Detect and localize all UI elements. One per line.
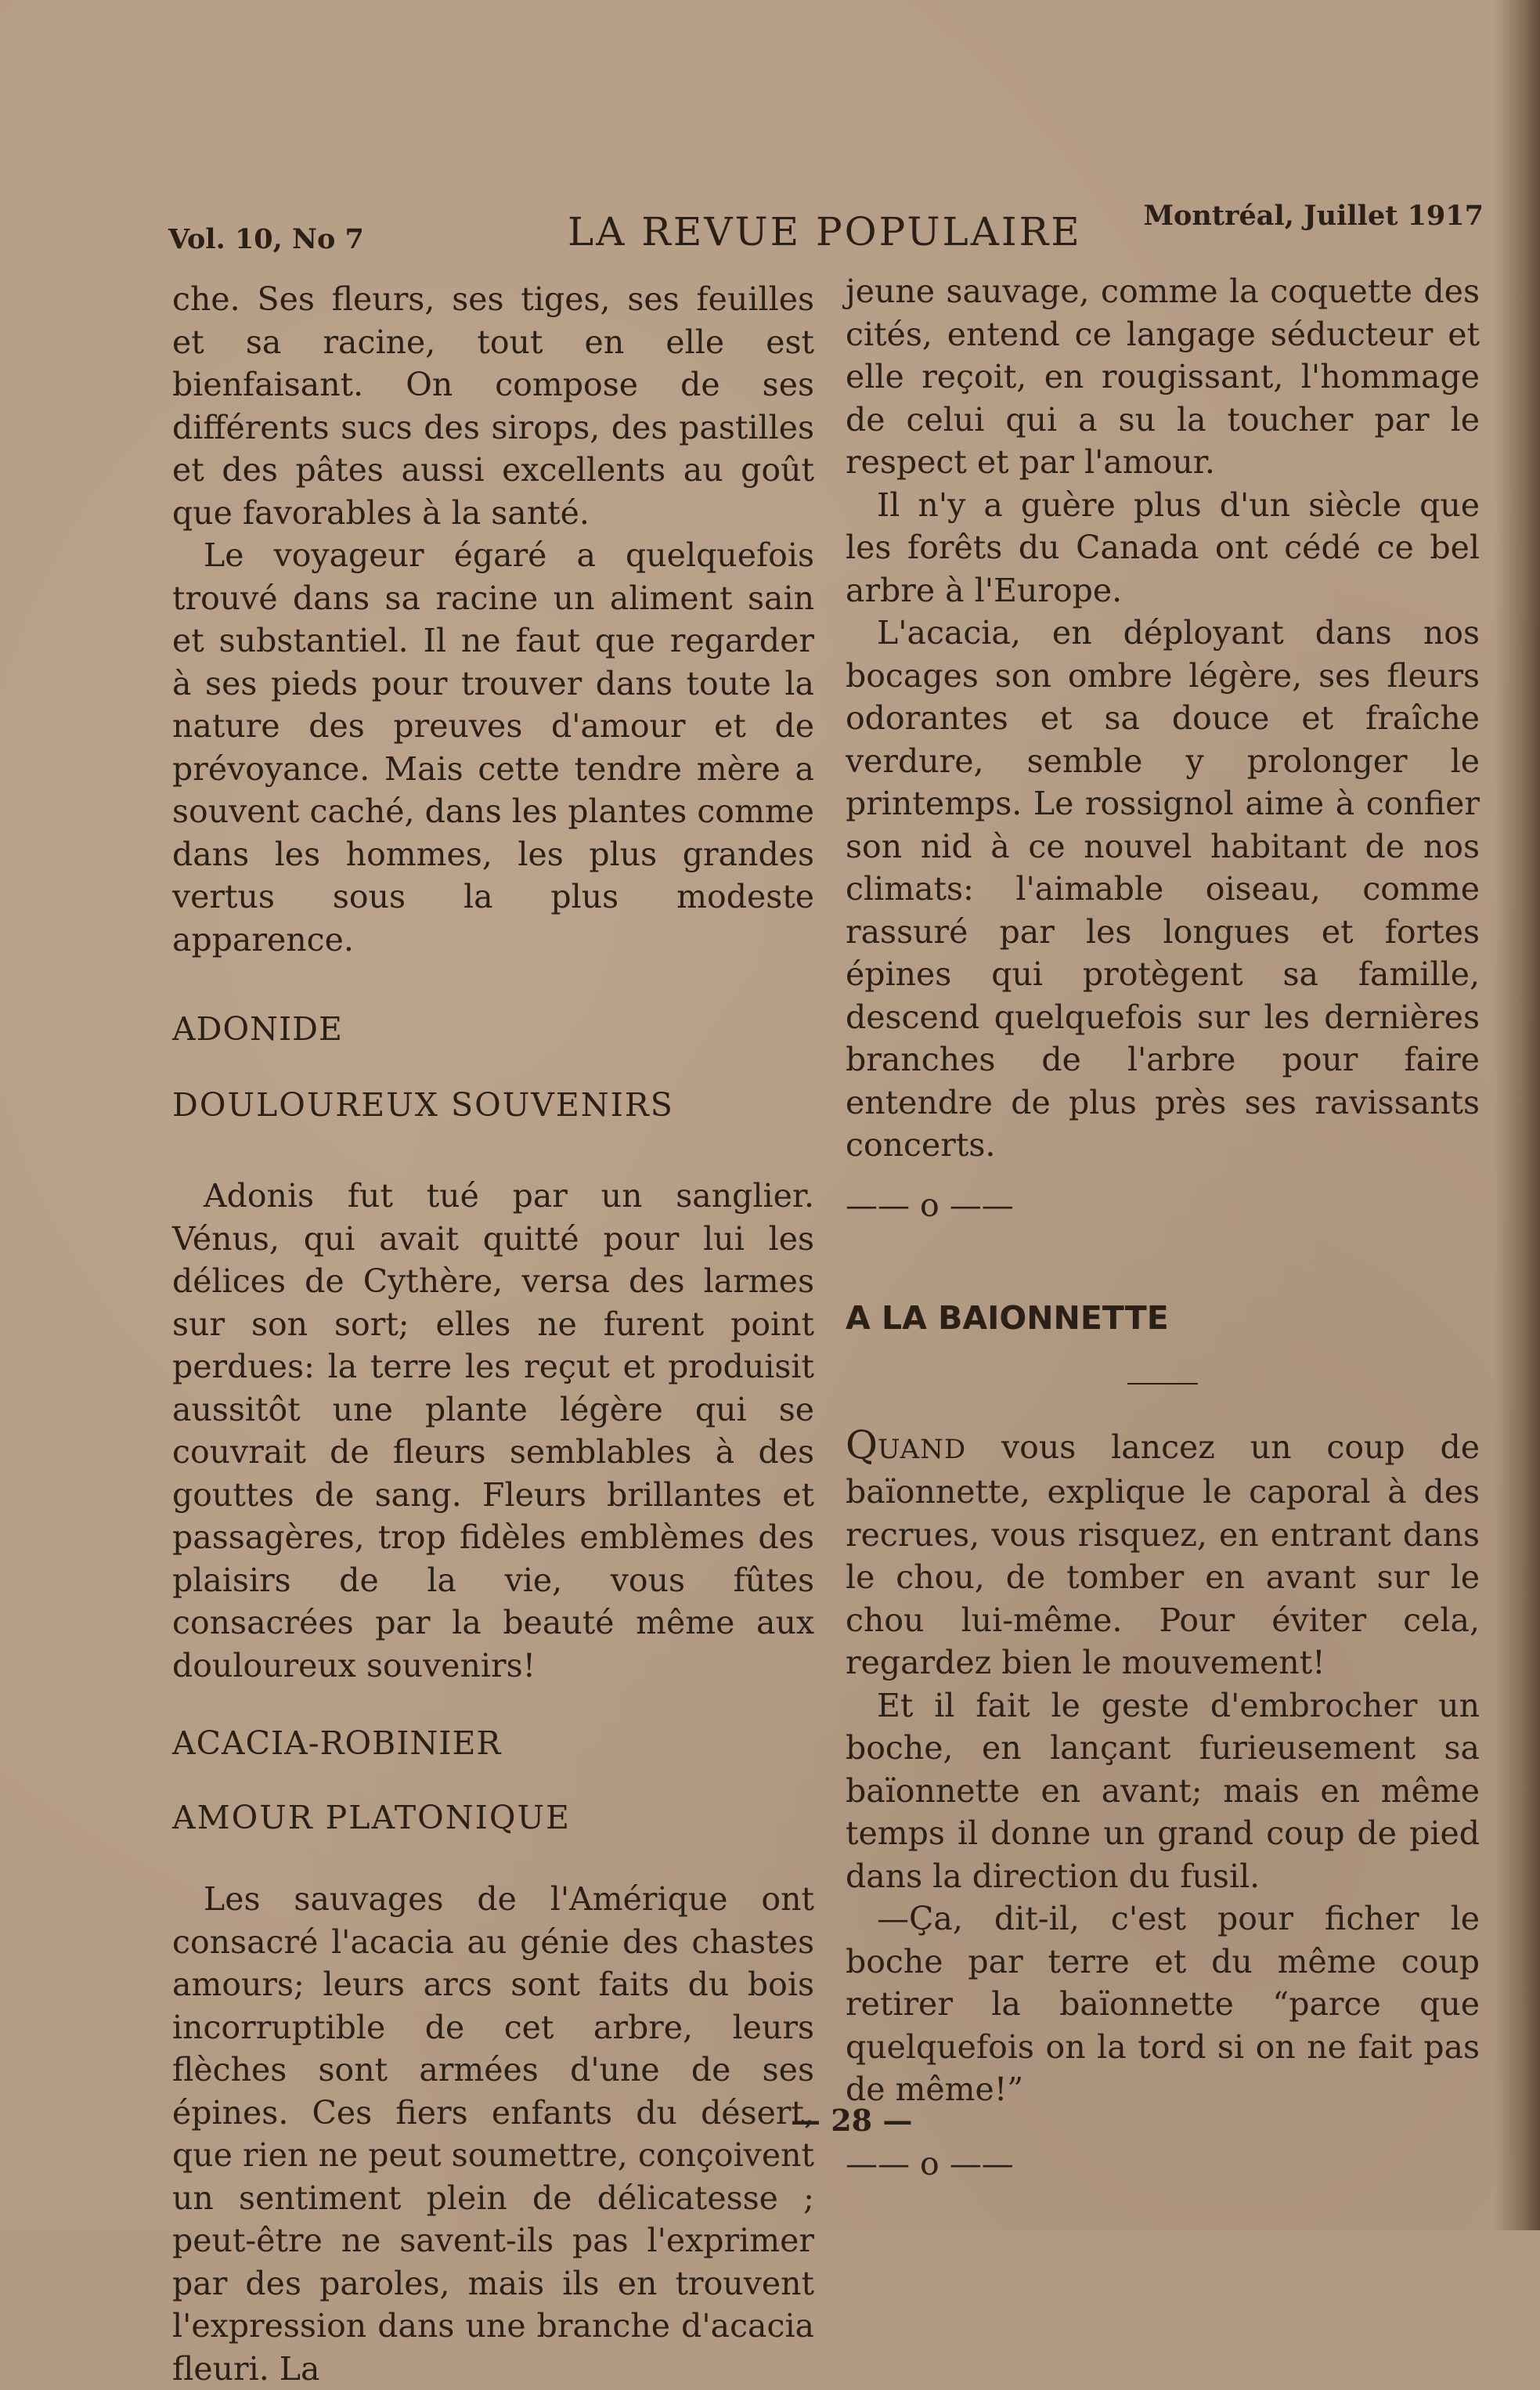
paragraph: Le voyageur égaré a quelquefois trouvé dans sa racine un aliment sain et substantiel. Il ne faut que regarder à ses pieds pour trouver dans toute la nature des preuves d'amour et de prévoyance. Mais cette tendre mère a souvent caché, dans les plantes comme dans les hommes, les plus grandes vertus sous la plus modeste apparence.: [172, 536, 814, 959]
paragraph: —Ça, dit-il, c'est pour ficher le boche par terre et du même coup retirer la baïonnette “parce que quelquefois on la tord si on ne fait pas de même!”: [846, 1900, 1480, 2108]
page-number: — 28 —: [791, 2103, 913, 2138]
section-subtitle: AMOUR PLATONIQUE: [172, 1798, 571, 1836]
paragraph: [846, 1421, 1480, 1684]
paragraph: Les sauvages de l'Amérique ont consacré l'acacia au génie des chastes amours; leurs arcs sont faits du bois incorruptible de cet arbre, leurs flèches sont armées d'une de ses épines. Ces fiers enfants du désert, que rien ne peut soumettre, conçoivent un sentiment plein de délicatesse ; peut-être ne savent-ils pas l'exprimer par des paroles, mais ils en trouvent l'expression dans une branche d'acacia fleuri. La: [172, 1880, 814, 2388]
left-column: [172, 278, 814, 2390]
right-column: [846, 270, 1480, 2185]
paragraph: jeune sauvage, comme la coquette des cités, entend ce langage séducteur et elle reçoit, en rougissant, l'hommage de celui qui a su la toucher par le respect et par l'amour.: [846, 273, 1480, 481]
paragraph: che. Ses fleurs, ses tiges, ses feuilles et sa racine, tout en elle est bienfaisant. On compose de ses différents sucs des sirops, des pastilles et des pâtes aussi excellents au goût que favorables à la santé.: [172, 280, 814, 532]
initial-letter: Q: [846, 1421, 878, 1468]
running-header: [168, 200, 1484, 255]
small-caps-word: UAND: [878, 1433, 967, 1465]
paragraph: Adonis fut tué par un sanglier. Vénus, qui avait quitté pour lui les délices de Cythère, versa des larmes sur son sort; elles ne furent point perdues: la terre les reçut et produisit aussitôt une plante légère qui se couvrait de fleurs semblables à des gouttes de sang. Fleurs brillantes et passagères, trop fidèles emblèmes des plaisirs de la vie, vous fûtes consacrées par la beauté même aux douloureux souvenirs!: [172, 1177, 814, 1684]
section-separator: —— o ——: [846, 2144, 1014, 2182]
paragraph: Il n'y a guère plus d'un siècle que les forêts du Canada ont cédé ce bel arbre à l'Europe.: [846, 486, 1480, 609]
volume-number: Vol. 10, No 7: [168, 223, 364, 255]
section-title-baionnette: A LA BAIONNETTE: [846, 1299, 1169, 1337]
publication-title: LA REVUE POPULAIRE: [568, 209, 1082, 255]
paragraph: L'acacia, en déployant dans nos bocages son ombre légère, ses fleurs odorantes et sa douce et fraîche verdure, semble y prolonger le printemps. Le rossignol aime à confier son nid à ce nouvel habitant de nos climats: l'aimable oiseau, comme rassuré par les longues et fortes épines qui protègent sa famille, descend quelquefois sur les dernières branches de l'arbre pour faire entendre de plus près ses ravissants concerts.: [846, 614, 1480, 1164]
paragraph: Et il fait le geste d'embrocher un boche, en lançant furieusement sa baïonnette en avant; mais en même temps il donne un grand coup de pied dans la direction du fusil.: [846, 1686, 1480, 1895]
section-separator: —— o ——: [846, 1186, 1014, 1224]
section-title-adonide: ADONIDE: [172, 1010, 343, 1048]
page-spine-shadow: [1495, 0, 1540, 2230]
section-subtitle: DOULOUREUX SOUVENIRS: [172, 1085, 674, 1124]
place-date: Montréal, Juillet 1917: [1143, 200, 1484, 232]
paragraph-text: vous lancez un coup de baïonnette, explique le caporal à des recrues, vous risquez, en entrant dans le chou, de tomber en avant sur le chou lui-même. Pour éviter cela, regardez bien le mouvement!: [846, 1428, 1480, 1681]
section-title-acacia: ACACIA-ROBINIER: [172, 1724, 502, 1762]
